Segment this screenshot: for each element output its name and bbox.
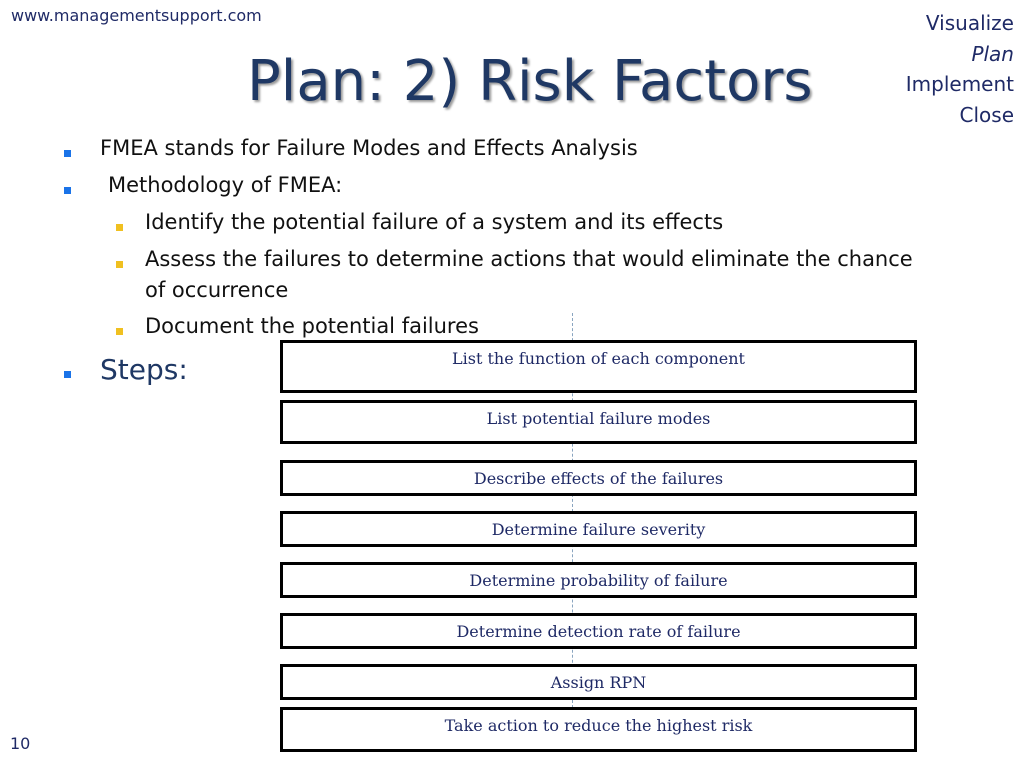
- nav-implement: Implement: [905, 72, 1014, 96]
- step-box-1: [280, 340, 917, 393]
- sub-bullet-assess-line1: Assess the failures to determine actions that would eliminate the chance: [145, 247, 913, 271]
- bullet-marker-2: [64, 187, 71, 194]
- bullet-marker-steps: [64, 371, 71, 378]
- step-box-2: [280, 400, 917, 444]
- sub-bullet-marker-2: [116, 261, 123, 268]
- sub-bullet-marker-1: [116, 224, 123, 231]
- phase-nav: [906, 8, 1014, 130]
- bullet-methodology: Methodology of FMEA:: [108, 173, 343, 197]
- nav-close: Close: [959, 102, 1014, 127]
- step-label-7: Assign RPN: [550, 673, 647, 692]
- sub-bullet-marker-3: [116, 328, 123, 335]
- sub-bullet-identify: Identify the potential failure of a system and its effects: [145, 210, 724, 234]
- website-url: www.managementsupport.com: [11, 6, 262, 25]
- step-label-8: Take action to reduce the highest risk: [444, 716, 753, 735]
- step-label-4: Determine failure severity: [491, 520, 706, 539]
- step-box-4: [280, 511, 917, 547]
- step-label-2: List potential failure modes: [486, 409, 711, 428]
- nav-plan: Plan: [971, 41, 1014, 66]
- step-box-5: [280, 562, 917, 598]
- slide-title: Plan: 2) Risk Factors: [247, 49, 813, 114]
- step-box-8: [280, 707, 917, 752]
- sub-bullet-document: Document the potential failures: [145, 314, 479, 338]
- step-box-7: [280, 664, 917, 700]
- step-label-5: Determine probability of failure: [469, 571, 728, 590]
- step-label-6: Determine detection rate of failure: [456, 622, 741, 641]
- step-box-3: [280, 460, 917, 496]
- step-label-3: Describe effects of the failures: [473, 469, 724, 488]
- bullet-fmea-definition: FMEA stands for Failure Modes and Effects Analysis: [100, 136, 638, 160]
- page-number: 10: [10, 734, 31, 753]
- steps-heading: Steps:: [100, 353, 188, 386]
- bullet-marker-1: [64, 150, 71, 157]
- step-box-6: [280, 613, 917, 649]
- step-label-1: List the function of each component: [452, 349, 745, 368]
- nav-visualize: Visualize: [925, 11, 1014, 35]
- sub-bullet-assess-line2: of occurrence: [145, 278, 289, 302]
